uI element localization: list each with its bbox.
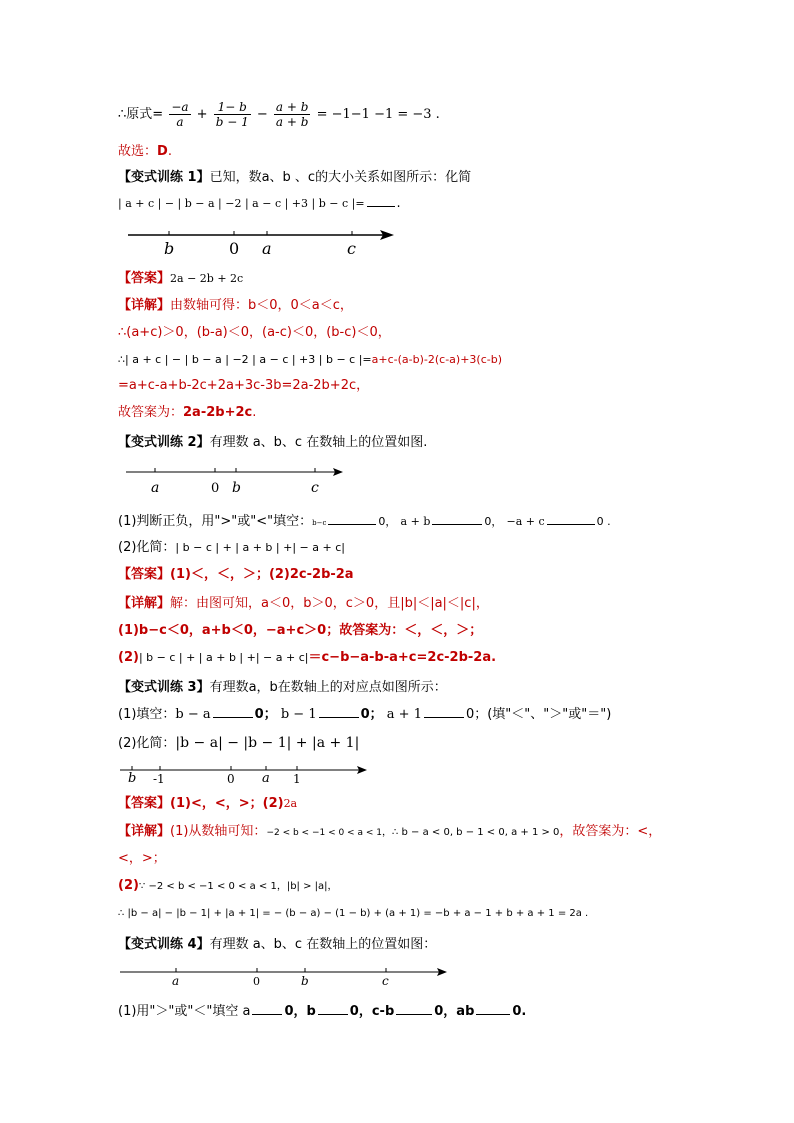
ex2-label-c: c [311,480,319,496]
ex4-q1-b: 0，b [284,1004,316,1019]
ex3-answer-tag: 【答案】 [118,796,171,811]
ex2-q2-expr: | b − c | + | a + b | +| − a + c| [175,541,345,554]
ex3-d3-label: (2) [118,878,139,893]
ex3-label-0: 0 [227,772,235,786]
ex2-blank-2[interactable] [432,512,482,525]
ex1-answer-text: 2a − 2b + 2c [170,272,244,285]
ex2-q2-text: (2)化简： [118,540,176,555]
ex3-label-1: 1 [293,772,301,786]
ex3-question [118,679,447,697]
ex2-label-b: b [232,480,241,496]
ex2-label-a: a [151,480,160,496]
fraction-3 [274,100,311,129]
ex4-q1-text: (1)用"＞"或"＜"填空 a [118,1004,251,1019]
ex4-label-c: c [382,974,389,988]
ex3-q1-expr3: a + 1 [386,707,422,722]
ex4-q1-end: 0. [512,1004,527,1019]
ex1-detail-3-expr: ∴| a + c | − | b − a | −2 | a − c | +3 | b − c |= [118,353,372,366]
ex3-label-a: a [262,771,270,786]
ex2-detail-1 [118,595,489,613]
ex1-detail-tag: 【详解】 [118,298,171,313]
ex4-label-0: 0 [253,975,260,988]
ex1-detail-1-text: 由数轴可得：b＜0，0＜a＜c， [170,298,353,313]
ex3-detail-tag: 【详解】 [118,824,171,839]
ex4-q1 [118,1002,526,1021]
ex4-blank-1[interactable] [252,1002,282,1015]
ex2-answer-text: (1)＜，＜，＞；(2)2c-2b-2a [170,567,354,582]
ex2-d3-expr: | b − c | + | a + b | +| − a + c| [138,651,309,664]
ex1-label-0: 0 [229,239,240,258]
ex3-q1 [118,705,611,724]
ex3-q1-expr2: b − 1 [280,707,317,722]
ex1-label-b: b [164,239,175,258]
ex3-detail-4: ∴ |b − a| − |b − 1| + |a + 1| = − (b − a) − (1 − b) + (a + 1) = −b + a − 1 + b + a + 1 = 2a . [118,908,589,919]
ex4-text: 有理数 a、b、c 在数轴上的位置如图： [209,937,437,952]
ex2-q1-text: (1)判断正负，用">"或"<"填空： [118,514,313,529]
ex2-q1-expr3: −a + c [506,515,545,528]
fraction-1-den: a [176,115,184,129]
ex2-q2 [118,539,345,557]
ex3-d1-text: (1)从数轴可知： [170,824,267,839]
ex2-blank-3[interactable] [547,512,595,525]
ex3-d1-ineq: −2 < b < −1 < 0 < a < 1 [266,828,382,838]
ex1-text: 已知，数a、b 、c的大小关系如图所示：化简 [209,170,472,185]
ex4-question [118,936,436,954]
ex4-blank-4[interactable] [476,1002,510,1015]
ex4-blank-3[interactable] [396,1002,432,1015]
ex2-question [118,434,427,452]
ex1-label-a: a [262,239,272,258]
ex4-tag: 【变式训练 4】 [118,937,210,952]
ex1-d5-label: 故答案为： [118,405,184,420]
ex3-answer-math: 2a [283,797,298,810]
ex1-d5-end: . [252,405,257,420]
ex4-blank-2[interactable] [318,1002,348,1015]
ex2-blank-1[interactable] [328,512,376,525]
ex2-q1-end: 0 . [596,515,611,528]
fraction-3-num: a + b [275,100,309,114]
ex1-end: . [396,196,401,211]
ex3-q1-sep1: 0； [254,707,277,722]
ex3-blank-1[interactable] [213,705,253,718]
ex2-tag: 【变式训练 2】 [118,435,210,450]
prefix-text: ∴原式= [118,107,164,122]
ex2-q1-sep2: 0， [484,515,503,528]
ex1-detail-3-result: a+c-(a-b)-2(c-a)+3(c-b) [371,353,502,366]
ex2-q1-expr1: b−c [312,519,327,527]
ex1-tag: 【变式训练 1】 [118,170,210,185]
ex3-text: 有理数a，b在数轴上的对应点如图所示： [209,680,447,695]
fraction-2-num: 1− b [214,100,251,115]
ex3-label-b: b [128,771,137,786]
ex3-blank-3[interactable] [424,705,464,718]
solution-line [118,100,440,129]
ex2-q1 [118,512,611,532]
ex4-label-b: b [301,974,309,988]
ex2-d3-result: ＝c−b−a-b-a+c=2c-2b-2a. [308,650,497,665]
ex3-q2 [118,734,359,753]
choose-line [118,143,172,161]
ex1-answer-tag: 【答案】 [118,271,171,286]
ex2-text: 有理数 a、b、c 在数轴上的位置如图. [209,435,428,450]
ex2-answer [118,566,354,584]
ex1-detail-3 [118,351,502,369]
choose-end: . [167,144,172,159]
choose-label: 故选： [118,144,158,159]
ex3-q1-end: 0；(填"＜"、"＞"或"＝") [465,707,612,722]
ex3-label-neg1: -1 [153,772,165,786]
ex3-q2-expr: |b − a| − |b − 1| + |a + 1| [175,735,360,751]
ex4-q1-ab: 0，ab [434,1004,475,1019]
ex2-d3-label: (2) [118,650,139,665]
ex3-answer [118,795,297,813]
ex2-label-0: 0 [211,481,220,496]
ex1-question [118,169,471,187]
fraction-1-num: −a [171,100,189,114]
result-text: = −1−1 −1 = −3 . [316,107,440,122]
ex3-answer-text: (1)<，<，>；(2) [170,796,284,811]
fraction-2-den: b − 1 [215,115,249,129]
fraction-2 [214,100,251,129]
ex3-detail-1 [118,823,661,842]
ex4-number-line [120,966,450,996]
ex4-q1-cb: 0，c-b [349,1004,395,1019]
ex1-expression [118,194,401,213]
choose-answer: D [157,144,168,159]
ex2-detail-3 [118,649,496,667]
ex3-d1-conclusion: ，∴ b − a < 0, b − 1 < 0, a + 1 > 0 [381,827,560,838]
fraction-1 [169,100,190,129]
ex2-q1-expr2: a + b [400,515,431,528]
ex3-q1-text: (1)填空： [118,707,176,722]
ex3-q2-text: (2)化简： [118,736,176,751]
ex1-detail-4: =a+c-a+b-2c+2a+3c-3b=2a-2b+2c， [118,378,370,393]
ex2-detail-tag: 【详解】 [118,596,171,611]
plus-sign: + [196,107,208,122]
ex3-tag: 【变式训练 3】 [118,680,210,695]
ex1-d5-answer: 2a-2b+2c [183,405,253,420]
ex3-detail-2: <，>； [118,851,166,866]
ex4-label-a: a [172,974,180,988]
ex1-expr: | a + c | − | b − a | −2 | a − c | +3 | b − c |= [118,197,365,210]
ex3-q1-expr1: b − a [175,707,211,722]
ex1-detail-2: ∴(a+c)＞0，(b-a)＜0，(a-c)＜0，(b-c)＜0， [118,325,391,340]
minus-sign: − [256,107,268,122]
ex3-d3-text: ∵ −2 < b < −1 < 0 < a < 1，|b| > |a|， [138,881,338,892]
ex2-answer-tag: 【答案】 [118,567,171,582]
ex1-detail-1 [118,297,353,315]
fraction-3-den: a + b [275,115,309,129]
ex3-q1-sep2: 0； [360,707,383,722]
ex1-detail-5 [118,404,256,422]
ex3-blank-2[interactable] [319,705,359,718]
ex2-detail-2: (1)b−c＜0，a+b＜0，−a+c＞0；故答案为：＜，＜，＞； [118,623,483,638]
ex3-detail-3 [118,877,338,896]
ex2-detail-1-text: 解：由图可知，a＜0，b＞0，c＞0，且|b|＜|a|＜|c|， [170,596,489,611]
ex1-label-c: c [347,239,356,258]
ex1-answer [118,270,243,288]
ex2-q1-sep1: 0， [378,515,397,528]
ex1-blank [367,194,395,207]
ex3-d1-answer: ，故答案为：<， [559,824,662,839]
